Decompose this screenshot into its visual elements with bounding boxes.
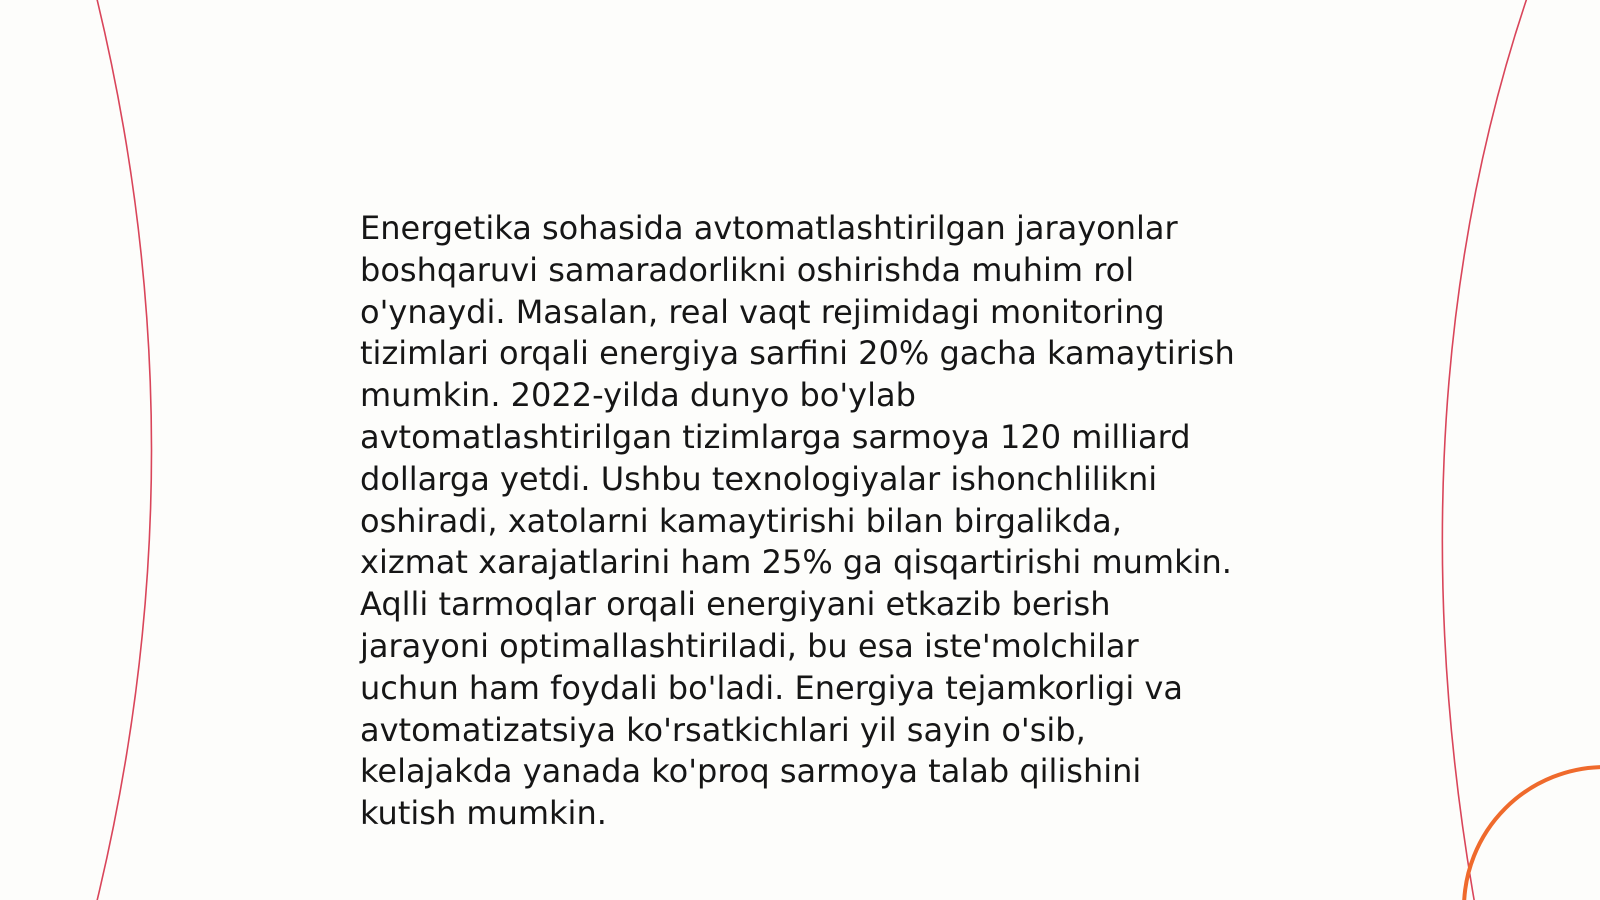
paragraph-line: avtomatizatsiya ko'rsatkichlari yil sayin o'sib, [360, 710, 1086, 749]
paragraph-line: avtomatlashtirilgan tizimlarga sarmoya 120 milliard [360, 417, 1191, 456]
body-paragraph [360, 208, 1260, 835]
paragraph-line: tizimlari orqali energiya sarfini 20% gacha kamaytirish [360, 334, 1235, 373]
paragraph-line: mumkin. 2022-yilda dunyo bo'ylab [360, 376, 916, 415]
right-arc-line [1442, 0, 1528, 900]
paragraph-line: boshqaruvi samaradorlikni oshirishda muhim rol [360, 250, 1135, 289]
left-arc-line [96, 0, 152, 900]
accent-circle [1464, 767, 1600, 900]
paragraph-line: o'ynaydi. Masalan, real vaqt rejimidagi monitoring [360, 292, 1165, 331]
paragraph-line: uchun ham foydali bo'ladi. Energiya tejamkorligi va [360, 668, 1183, 707]
paragraph-line: oshiradi, xatolarni kamaytirishi bilan birgalikda, [360, 501, 1122, 540]
paragraph-line: xizmat xarajatlarini ham 25% ga qisqartirishi mumkin. [360, 543, 1232, 582]
paragraph-line: kutish mumkin. [360, 794, 607, 833]
paragraph-line: Aqlli tarmoqlar orqali energiyani etkazib berish [360, 585, 1111, 624]
paragraph-line: Energetika sohasida avtomatlashtirilgan jarayonlar [360, 209, 1178, 247]
paragraph-line: dollarga yetdi. Ushbu texnologiyalar ishonchlilikni [360, 459, 1158, 498]
paragraph-line: jarayoni optimallashtiriladi, bu esa iste'molchilar [360, 626, 1139, 665]
paragraph-line: kelajakda yanada ko'proq sarmoya talab qilishini [360, 752, 1142, 791]
